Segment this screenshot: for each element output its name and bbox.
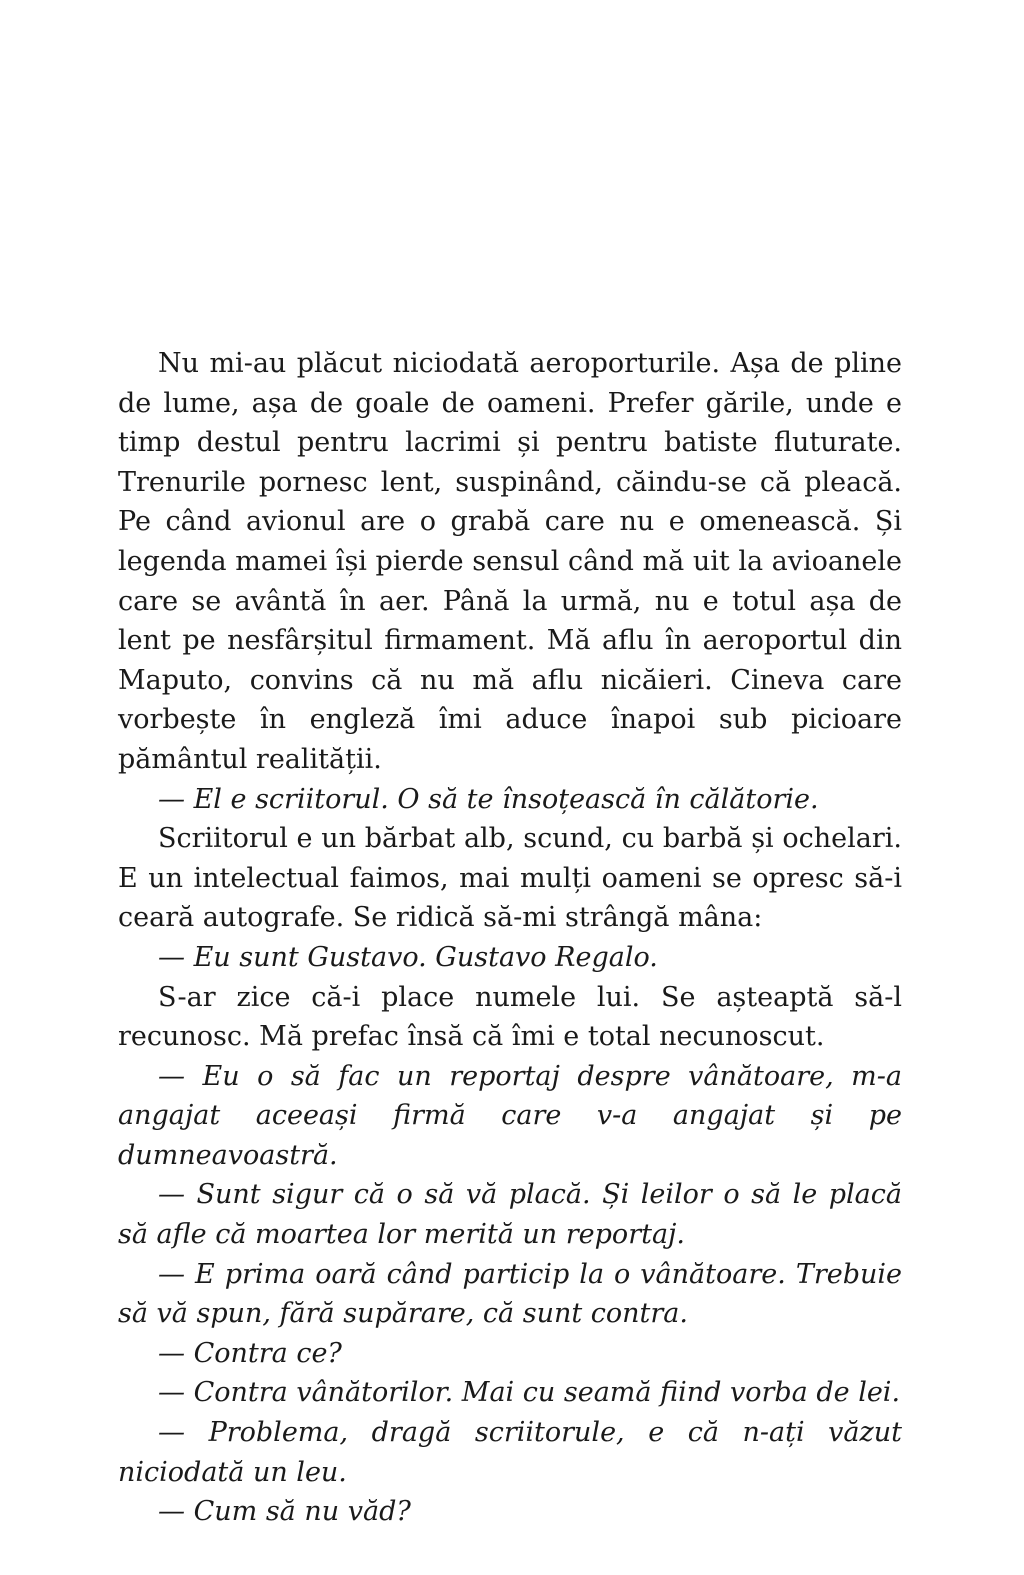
paragraph-dialogue: — Eu sunt Gustavo. Gustavo Regalo. xyxy=(158,941,658,973)
paragraph-dialogue: — Cum să nu văd? xyxy=(158,1496,411,1528)
body-text xyxy=(118,344,902,1532)
paragraph-dialogue: — El e scriitorul. O să te însoțească în călătorie. xyxy=(158,783,819,815)
paragraph-dialogue: — Contra vânătorilor. Mai cu seamă fiind vorba de lei. xyxy=(158,1377,901,1409)
paragraph-dialogue: — Contra ce? xyxy=(158,1337,342,1369)
paragraph-dialogue: — E prima oară când particip la o vânătoare. Trebuie să vă spun, fără supărare, că sunt contra. xyxy=(118,1258,902,1330)
paragraph-narration: Scriitorul e un bărbat alb, scund, cu barbă și ochelari. E un intelectual faimos, mai mulți oameni se opresc să-i ceară autografe. Se ridică să-mi strângă mâna: xyxy=(118,823,902,934)
paragraph-dialogue: — Sunt sigur că o să vă placă. Și leilor o să le placă să afle că moartea lor merită un reportaj. xyxy=(118,1179,902,1251)
paragraph-narration: S-ar zice că-i place numele lui. Se așteaptă să-l recunosc. Mă prefac însă că îmi e total necunoscut. xyxy=(118,981,902,1053)
paragraph-narration: Nu mi-au plăcut niciodată aeroporturile. Așa de pline de lume, așa de goale de oameni. Prefer gările, unde e timp destul pentru lacrimi și pentru batiste fluturate. Trenurile pornesc lent, suspinând, căindu-se că pleacă. Pe când avionul are o grabă care nu e omenească. Și legenda mamei își pierde sensul când mă uit la avioanele care se avântă în aer. Până la urmă, nu e totul așa de lent pe nesfârșitul firmament. Mă aflu în aeroportul din Maputo, convins că nu mă aflu nicăieri. Cineva care vorbește în engleză îmi aduce înapoi sub picioare pământul realității. xyxy=(118,348,902,775)
paragraph-dialogue: — Problema, dragă scriitorule, e că n-ați văzut niciodată un leu. xyxy=(118,1417,902,1488)
paragraph-dialogue: — Eu o să fac un reportaj despre vânătoare, m-a angajat aceeași firmă care v-a angajat și pe dumneavoastră. xyxy=(118,1060,902,1171)
